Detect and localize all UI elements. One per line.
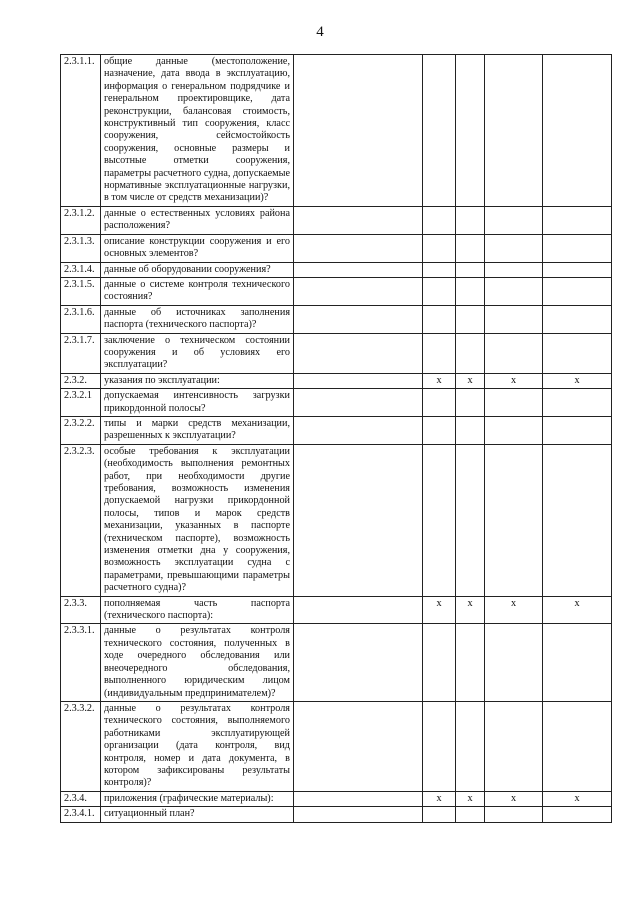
requisites-cell: [294, 277, 423, 305]
item-question: приложения (графические материалы):: [101, 791, 294, 806]
item-question: данные об оборудовании сооружения?: [101, 262, 294, 277]
answer-cell-2: [456, 234, 485, 262]
answer-cell-1: [423, 305, 456, 333]
item-number: 2.3.1.5.: [61, 277, 101, 305]
item-number: 2.3.2.2.: [61, 416, 101, 444]
requisites-cell: [294, 624, 423, 701]
requisites-cell: [294, 791, 423, 806]
item-question: пополняемая часть паспорта (технического паспорта):: [101, 596, 294, 624]
item-number: 2.3.1.6.: [61, 305, 101, 333]
answer-cell-4: x: [543, 373, 612, 388]
item-number: 2.3.1.4.: [61, 262, 101, 277]
item-number: 2.3.2.: [61, 373, 101, 388]
answer-cell-2: x: [456, 791, 485, 806]
table-row: [61, 262, 612, 277]
answer-cell-1: [423, 701, 456, 791]
answer-cell-2: [456, 277, 485, 305]
requisites-cell: [294, 206, 423, 234]
answer-cell-4: [543, 444, 612, 596]
answer-cell-1: [423, 389, 456, 417]
table-row: [61, 206, 612, 234]
item-question: типы и марки средств механизации, разрешенных к эксплуатации?: [101, 416, 294, 444]
answer-cell-1: [423, 206, 456, 234]
answer-cell-3: [485, 624, 543, 701]
answer-cell-3: [485, 333, 543, 373]
answer-cell-1: [423, 262, 456, 277]
table-row: [61, 416, 612, 444]
answer-cell-2: [456, 624, 485, 701]
item-question: общие данные (местоположение, назначение, дата ввода в эксплуатацию, информация о генеральном подрядчике и генеральном проектировщике, дата реконструкции, балансовая стоимость, конструктивный тип сооружения, класс сооружения, сейсмостойкость сооружения, основные размеры и высотные отметки сооружения, параметры расчетного судна, допускаемые нормативные эксплуатационные нагрузки, в том числе от средств механизации)?: [101, 55, 294, 207]
table-row: [61, 373, 612, 388]
item-question: ситуационный план?: [101, 807, 294, 822]
answer-cell-3: [485, 807, 543, 822]
answer-cell-2: [456, 444, 485, 596]
answer-cell-3: [485, 262, 543, 277]
answer-cell-2: [456, 262, 485, 277]
item-question: особые требования к эксплуатации (необходимость выполнения ремонтных работ, при необходимости другие требования, возможность изменения допускаемой нагрузки прикордонной полосы, типов и марок средств механизации, указанных в паспорте (техническом паспорте), возможность изменения отметки дна у сооружения, возможность эксплуатации судна с параметрами, превышающими параметры расчетного судна)?: [101, 444, 294, 596]
answer-cell-4: [543, 262, 612, 277]
table-row: [61, 791, 612, 806]
requisites-cell: [294, 807, 423, 822]
item-number: 2.3.1.2.: [61, 206, 101, 234]
answer-cell-4: [543, 701, 612, 791]
requisites-cell: [294, 416, 423, 444]
answer-cell-4: [543, 277, 612, 305]
answer-cell-4: [543, 234, 612, 262]
answer-cell-3: [485, 206, 543, 234]
requisites-cell: [294, 373, 423, 388]
item-number: 2.3.3.1.: [61, 624, 101, 701]
table-row: [61, 234, 612, 262]
answer-cell-3: [485, 305, 543, 333]
answer-cell-3: [485, 55, 543, 207]
item-question: данные об источниках заполнения паспорта (технического паспорта)?: [101, 305, 294, 333]
requisites-cell: [294, 701, 423, 791]
answer-cell-4: x: [543, 596, 612, 624]
item-number: 2.3.1.1.: [61, 55, 101, 207]
answer-cell-4: [543, 807, 612, 822]
answer-cell-3: [485, 444, 543, 596]
item-number: 2.3.4.1.: [61, 807, 101, 822]
answer-cell-3: [485, 416, 543, 444]
table-row: [61, 596, 612, 624]
answer-cell-3: [485, 701, 543, 791]
table-row: [61, 389, 612, 417]
answer-cell-2: [456, 807, 485, 822]
requisites-cell: [294, 444, 423, 596]
answer-cell-2: [456, 416, 485, 444]
answer-cell-4: [543, 389, 612, 417]
answer-cell-4: [543, 624, 612, 701]
item-question: заключение о техническом состоянии сооружения и об условиях его эксплуатации?: [101, 333, 294, 373]
answer-cell-4: [543, 206, 612, 234]
answer-cell-3: [485, 234, 543, 262]
answer-cell-2: [456, 305, 485, 333]
answer-cell-1: [423, 416, 456, 444]
item-number: 2.3.3.2.: [61, 701, 101, 791]
answer-cell-2: [456, 206, 485, 234]
item-question: данные о результатах контроля технического состояния, полученных в ходе очередного обследования или внеочередного обследования, выполненного юридическим лицом (индивидуальным предпринимателем)?: [101, 624, 294, 701]
answer-cell-3: [485, 389, 543, 417]
item-number: 2.3.1.7.: [61, 333, 101, 373]
requisites-cell: [294, 305, 423, 333]
answer-cell-1: x: [423, 791, 456, 806]
answer-cell-2: [456, 701, 485, 791]
table-row: [61, 701, 612, 791]
item-question: описание конструкции сооружения и его основных элементов?: [101, 234, 294, 262]
answer-cell-2: x: [456, 596, 485, 624]
item-number: 2.3.3.: [61, 596, 101, 624]
answer-cell-1: x: [423, 373, 456, 388]
answer-cell-2: [456, 55, 485, 207]
answer-cell-4: [543, 416, 612, 444]
requisites-cell: [294, 234, 423, 262]
answer-cell-4: [543, 305, 612, 333]
table-row: [61, 807, 612, 822]
requisites-cell: [294, 333, 423, 373]
requisites-cell: [294, 389, 423, 417]
answer-cell-1: [423, 807, 456, 822]
item-number: 2.3.2.3.: [61, 444, 101, 596]
checklist-table: [60, 54, 612, 823]
answer-cell-2: [456, 389, 485, 417]
answer-cell-2: [456, 333, 485, 373]
answer-cell-4: [543, 333, 612, 373]
requisites-cell: [294, 262, 423, 277]
answer-cell-3: x: [485, 596, 543, 624]
item-question: данные о системе контроля технического состояния?: [101, 277, 294, 305]
answer-cell-1: [423, 333, 456, 373]
requisites-cell: [294, 596, 423, 624]
item-question: указания по эксплуатации:: [101, 373, 294, 388]
table-row: [61, 55, 612, 207]
answer-cell-3: x: [485, 373, 543, 388]
requisites-cell: [294, 55, 423, 207]
answer-cell-1: [423, 277, 456, 305]
answer-cell-1: [423, 55, 456, 207]
item-question: данные о естественных условиях района расположения?: [101, 206, 294, 234]
table-row: [61, 624, 612, 701]
item-number: 2.3.2.1: [61, 389, 101, 417]
answer-cell-3: x: [485, 791, 543, 806]
answer-cell-1: [423, 624, 456, 701]
checklist-body: [61, 55, 612, 823]
answer-cell-1: x: [423, 596, 456, 624]
item-number: 2.3.4.: [61, 791, 101, 806]
table-row: [61, 444, 612, 596]
table-row: [61, 333, 612, 373]
table-row: [61, 305, 612, 333]
answer-cell-2: x: [456, 373, 485, 388]
item-number: 2.3.1.3.: [61, 234, 101, 262]
answer-cell-1: [423, 444, 456, 596]
answer-cell-4: [543, 55, 612, 207]
answer-cell-4: x: [543, 791, 612, 806]
item-question: допускаемая интенсивность загрузки прикордонной полосы?: [101, 389, 294, 417]
answer-cell-3: [485, 277, 543, 305]
answer-cell-1: [423, 234, 456, 262]
page-number: 4: [316, 24, 324, 40]
table-row: [61, 277, 612, 305]
item-question: данные о результатах контроля технического состояния, выполняемого работниками эксплуатирующей организации (дата контроля, вид контроля, номер и дата документа, в котором зафиксированы результаты контроля)?: [101, 701, 294, 791]
